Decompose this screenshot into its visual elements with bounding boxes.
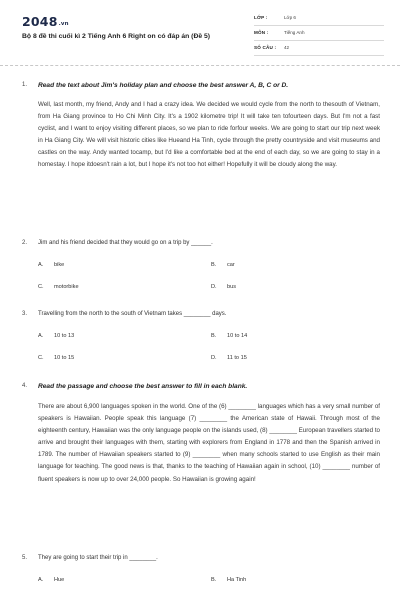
option-text: 10 to 13 [54, 333, 75, 339]
option-letter: A. [38, 577, 44, 583]
answer-options [38, 262, 378, 272]
option-b[interactable] [211, 577, 246, 583]
question-text: They are going to start their trip in ________. [38, 555, 158, 561]
answer-options [38, 355, 378, 365]
option-text: car [227, 262, 235, 268]
answer-options [38, 333, 378, 343]
option-letter: B. [211, 262, 217, 268]
question-number: 2. [22, 240, 28, 246]
option-d[interactable] [211, 355, 247, 361]
option-text: 11 to 15 [227, 355, 247, 361]
option-a[interactable] [38, 577, 64, 583]
header [0, 0, 400, 65]
reading-passage: Well, last month, my friend, Andy and I had a crazy idea. We decided we would cycle from the north to thesouth of Vietnam, from Ha Giang province to Ho Chi Minh City. It's a 1902 kilometre trip! It will take ten tofourteen days. But I'm not a fast cyclist, and I want to enjoy visiting different places, so we plan to ride forfour weeks. We are going to start our trip next week in Ha Giang City. We will visit historic cities like Hueand Ha Tinh, cycle through the pretty countryside and visit museums and castles on the way. Andy wanted tocamp, but I'd like a comfortable bed at the end of each day, so we are going to stay in a homestay. I hope itdoesn't rain a lot, but I hope it's not too hot either! Hopefully it will be cloudy along the way. [38, 101, 380, 169]
meta-row-question-count [254, 42, 384, 56]
option-c[interactable] [38, 355, 74, 361]
option-text: 10 to 14 [227, 333, 248, 339]
option-b[interactable] [211, 333, 247, 339]
option-letter: A. [38, 333, 44, 339]
reading-passage: There are about 6,900 languages spoken in the world. One of the (6) ________ languages which has a very small number of speakers is Hawaiian. People speak this language (7) ________ the American state of Hawaii. Through most of the eighteenth century, Hawaiian was the only language people on the islands used, (8) ________ European travellers started to arrive and brought their languages with them, starting with explorers from England in 1778 and then the Spanish arrived in 1789. The number of Hawaiian speakers started to (9) ________ when many schools started to use English as their main language for teaching. The good news is that, thanks to the teaching of Hawaiian again in school, (10) ________ number of fluent speakers is now up to over 24,000 people. So Hawaiian is growing again! [38, 403, 380, 483]
logo-main-text: 2048 [22, 14, 58, 29]
option-c[interactable] [38, 284, 79, 290]
meta-value: Lớp 6 [284, 15, 296, 20]
option-text: bike [54, 262, 65, 268]
option-b[interactable] [211, 262, 235, 268]
answer-options [38, 284, 378, 294]
question-number: 4. [22, 383, 28, 389]
meta-label: SỐ CÂU : [254, 45, 277, 50]
question-number: 5. [22, 555, 28, 561]
option-letter: B. [211, 333, 217, 339]
document-title: Bộ 8 đề thi cuối kì 2 Tiếng Anh 6 Right on có đáp án (Đề 5) [22, 33, 211, 40]
logo-suffix-text: .vn [58, 21, 69, 27]
question-instruction: Read the passage and choose the best answer to fill in each blank. [38, 382, 248, 390]
option-text: 10 to 15 [54, 355, 75, 361]
meta-label: LỚP : [254, 15, 268, 20]
option-a[interactable] [38, 262, 64, 268]
meta-row-class [254, 12, 384, 26]
option-letter: C. [38, 284, 44, 290]
option-letter: A. [38, 262, 44, 268]
option-a[interactable] [38, 333, 74, 339]
option-letter: C. [38, 355, 44, 361]
question-text: Travelling from the north to the south of Vietnam takes ________ days. [38, 311, 227, 317]
meta-value: 42 [284, 45, 290, 50]
question-text: Jim and his friend decided that they would go on a trip by ______. [38, 240, 213, 246]
option-text: Hue [54, 577, 65, 583]
meta-label: MÔN : [254, 30, 269, 35]
site-logo[interactable] [22, 14, 69, 29]
option-text: Ha Tinh [227, 577, 247, 583]
question-number: 1. [22, 82, 28, 88]
meta-value: Tiếng Anh [284, 30, 305, 35]
answer-options [38, 577, 378, 587]
option-d[interactable] [211, 284, 236, 290]
option-text: bus [227, 284, 237, 290]
option-letter: B. [211, 577, 217, 583]
question-instruction: Read the text about Jim's holiday plan and choose the best answer A, B, C or D. [38, 81, 289, 89]
option-text: motorbike [54, 284, 79, 290]
question-number: 3. [22, 311, 28, 317]
option-letter: D. [211, 284, 217, 290]
header-divider [0, 65, 400, 66]
option-letter: D. [211, 355, 217, 361]
meta-row-subject [254, 27, 384, 41]
